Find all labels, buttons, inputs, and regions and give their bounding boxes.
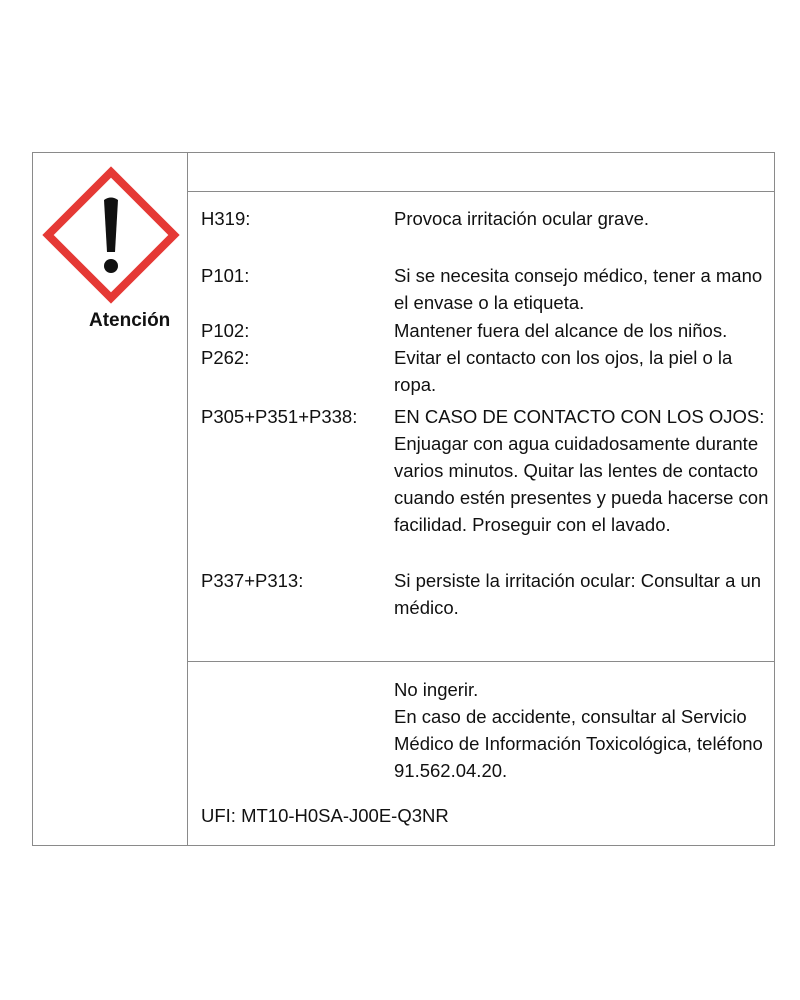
exclamation-mark-icon	[42, 166, 180, 304]
header-strip	[188, 153, 774, 192]
accident-text: En caso de accidente, consultar al Servicio Médico de Información Toxicológica, teléfono 91.562.04.20.	[394, 706, 763, 781]
statement-text: Si persiste la irritación ocular: Consultar a un médico.	[394, 570, 762, 618]
no-ingerir-text: No ingerir.	[394, 679, 479, 700]
statement-code: P305+P351+P338:	[201, 406, 358, 427]
ufi-code: UFI: MT10-H0SA-J00E-Q3NR	[201, 805, 449, 826]
statement-text: Si se necesita consejo médico, tener a mano el envase o la etiqueta.	[394, 265, 763, 313]
hazard-column	[33, 153, 188, 845]
statement-text: Mantener fuera del alcance de los niños.	[394, 320, 728, 341]
statement-code: P101:	[201, 265, 250, 286]
safety-label	[32, 152, 775, 846]
signal-word: Atención	[89, 310, 171, 331]
statement-code: P102:	[201, 320, 250, 341]
statement-text: Evitar el contacto con los ojos, la piel o la ropa.	[394, 347, 733, 395]
statement-text: EN CASO DE CONTACTO CON LOS OJOS: Enjuagar con agua cuidadosamente durante varios minutos. Quitar las lentes de contacto cuando estén presentes y pueda hacerse con facilidad. Proseguir con el lavado.	[394, 406, 769, 535]
statement-text: Provoca irritación ocular grave.	[394, 208, 649, 229]
statement-code: P337+P313:	[201, 570, 304, 591]
statements-column	[188, 153, 774, 845]
statement-code: P262:	[201, 347, 250, 368]
hazard-precaution-section	[188, 191, 774, 662]
statement-code: H319:	[201, 208, 251, 229]
